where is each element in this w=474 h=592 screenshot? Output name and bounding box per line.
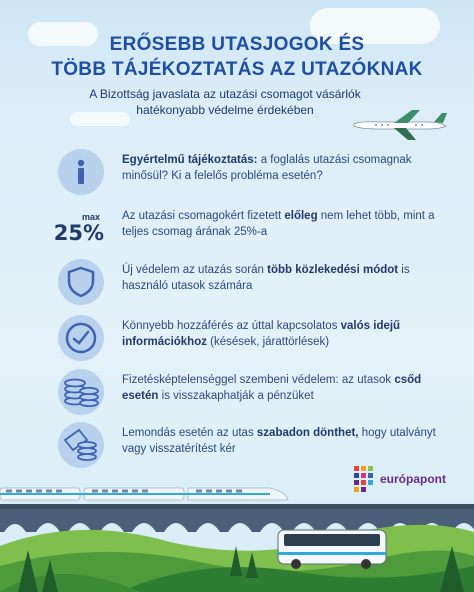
subtitle-line-1: A Bizottság javaslata az utazási csomagot vásárlók: [89, 87, 361, 101]
item-text-pre: Könnyebb hozzáférés az úttal kapcsolatos: [122, 320, 341, 332]
list-item: [58, 149, 458, 195]
airplane-icon: [350, 110, 450, 144]
item-text-bold: szabadon dönthet,: [256, 427, 359, 439]
subtitle-line-2: hatékonyabb védelme érdekében: [136, 103, 314, 117]
item-text-bold: csőd esetén: [122, 374, 422, 402]
title-line-1: ERŐSEBB UTASJOGOK ÉS: [109, 34, 365, 55]
shield-icon: [58, 259, 104, 305]
item-text-pre: Lemondás esetén az utas: [122, 427, 257, 439]
list-item: [58, 422, 458, 468]
item-text-pre: Fizetésképtelenséggel szembeni védelem: az utasok: [122, 374, 395, 386]
list-item: [58, 369, 458, 415]
list-item: [53, 205, 458, 251]
badge-percent-value: 25%: [53, 220, 104, 245]
percent-badge: [53, 205, 104, 251]
item-text: [122, 319, 452, 350]
item-text-rest: a foglalás utazási csomagnak minősül? Ki a felelős probléma esetén?: [122, 154, 412, 182]
item-text-rest: (késések, járattörlések): [206, 335, 330, 348]
item-text-pre: Az utazási csomagokért fizetett: [122, 210, 285, 222]
item-text-pre: Új védelem az utazás során: [122, 264, 268, 276]
item-text: [122, 426, 452, 457]
item-text-rest: is visszakaphatják a pénzüket: [158, 389, 314, 402]
clock-icon: [58, 315, 104, 361]
item-text-rest: nem lehet több, mint a teljes csomag árának 25%-a: [122, 210, 435, 238]
item-text-rest: hogy utalványt vagy visszatérítést kér: [122, 427, 436, 455]
page-title: [0, 32, 474, 82]
item-text: [122, 263, 452, 294]
info-icon: [58, 149, 104, 195]
item-text-bold: több közlekedési módot: [267, 264, 399, 276]
coins-icon: [58, 369, 104, 415]
item-text-bold: Egyértelmű tájékoztatás:: [122, 154, 258, 166]
list-item: [58, 315, 458, 361]
item-text-bold: előleg: [284, 210, 318, 222]
item-text: [122, 209, 452, 240]
subtitle: [80, 86, 370, 118]
list-item: [58, 259, 458, 305]
item-text: [122, 153, 452, 184]
landscape-illustration: [0, 516, 474, 592]
item-text: [122, 373, 452, 404]
brand-name: európapont: [380, 472, 446, 486]
item-text-bold: valós idejű információkhoz: [122, 320, 401, 348]
train-icon: [0, 486, 290, 502]
title-line-2: TÖBB TÁJÉKOZTATÁS AZ UTAZÓKNAK: [51, 59, 423, 80]
badge-max-label: max: [81, 211, 100, 222]
ticket-coins-icon: [58, 422, 104, 468]
item-text-rest: is használó utasok számára: [122, 264, 410, 292]
brand-logo-icon: [354, 466, 378, 492]
